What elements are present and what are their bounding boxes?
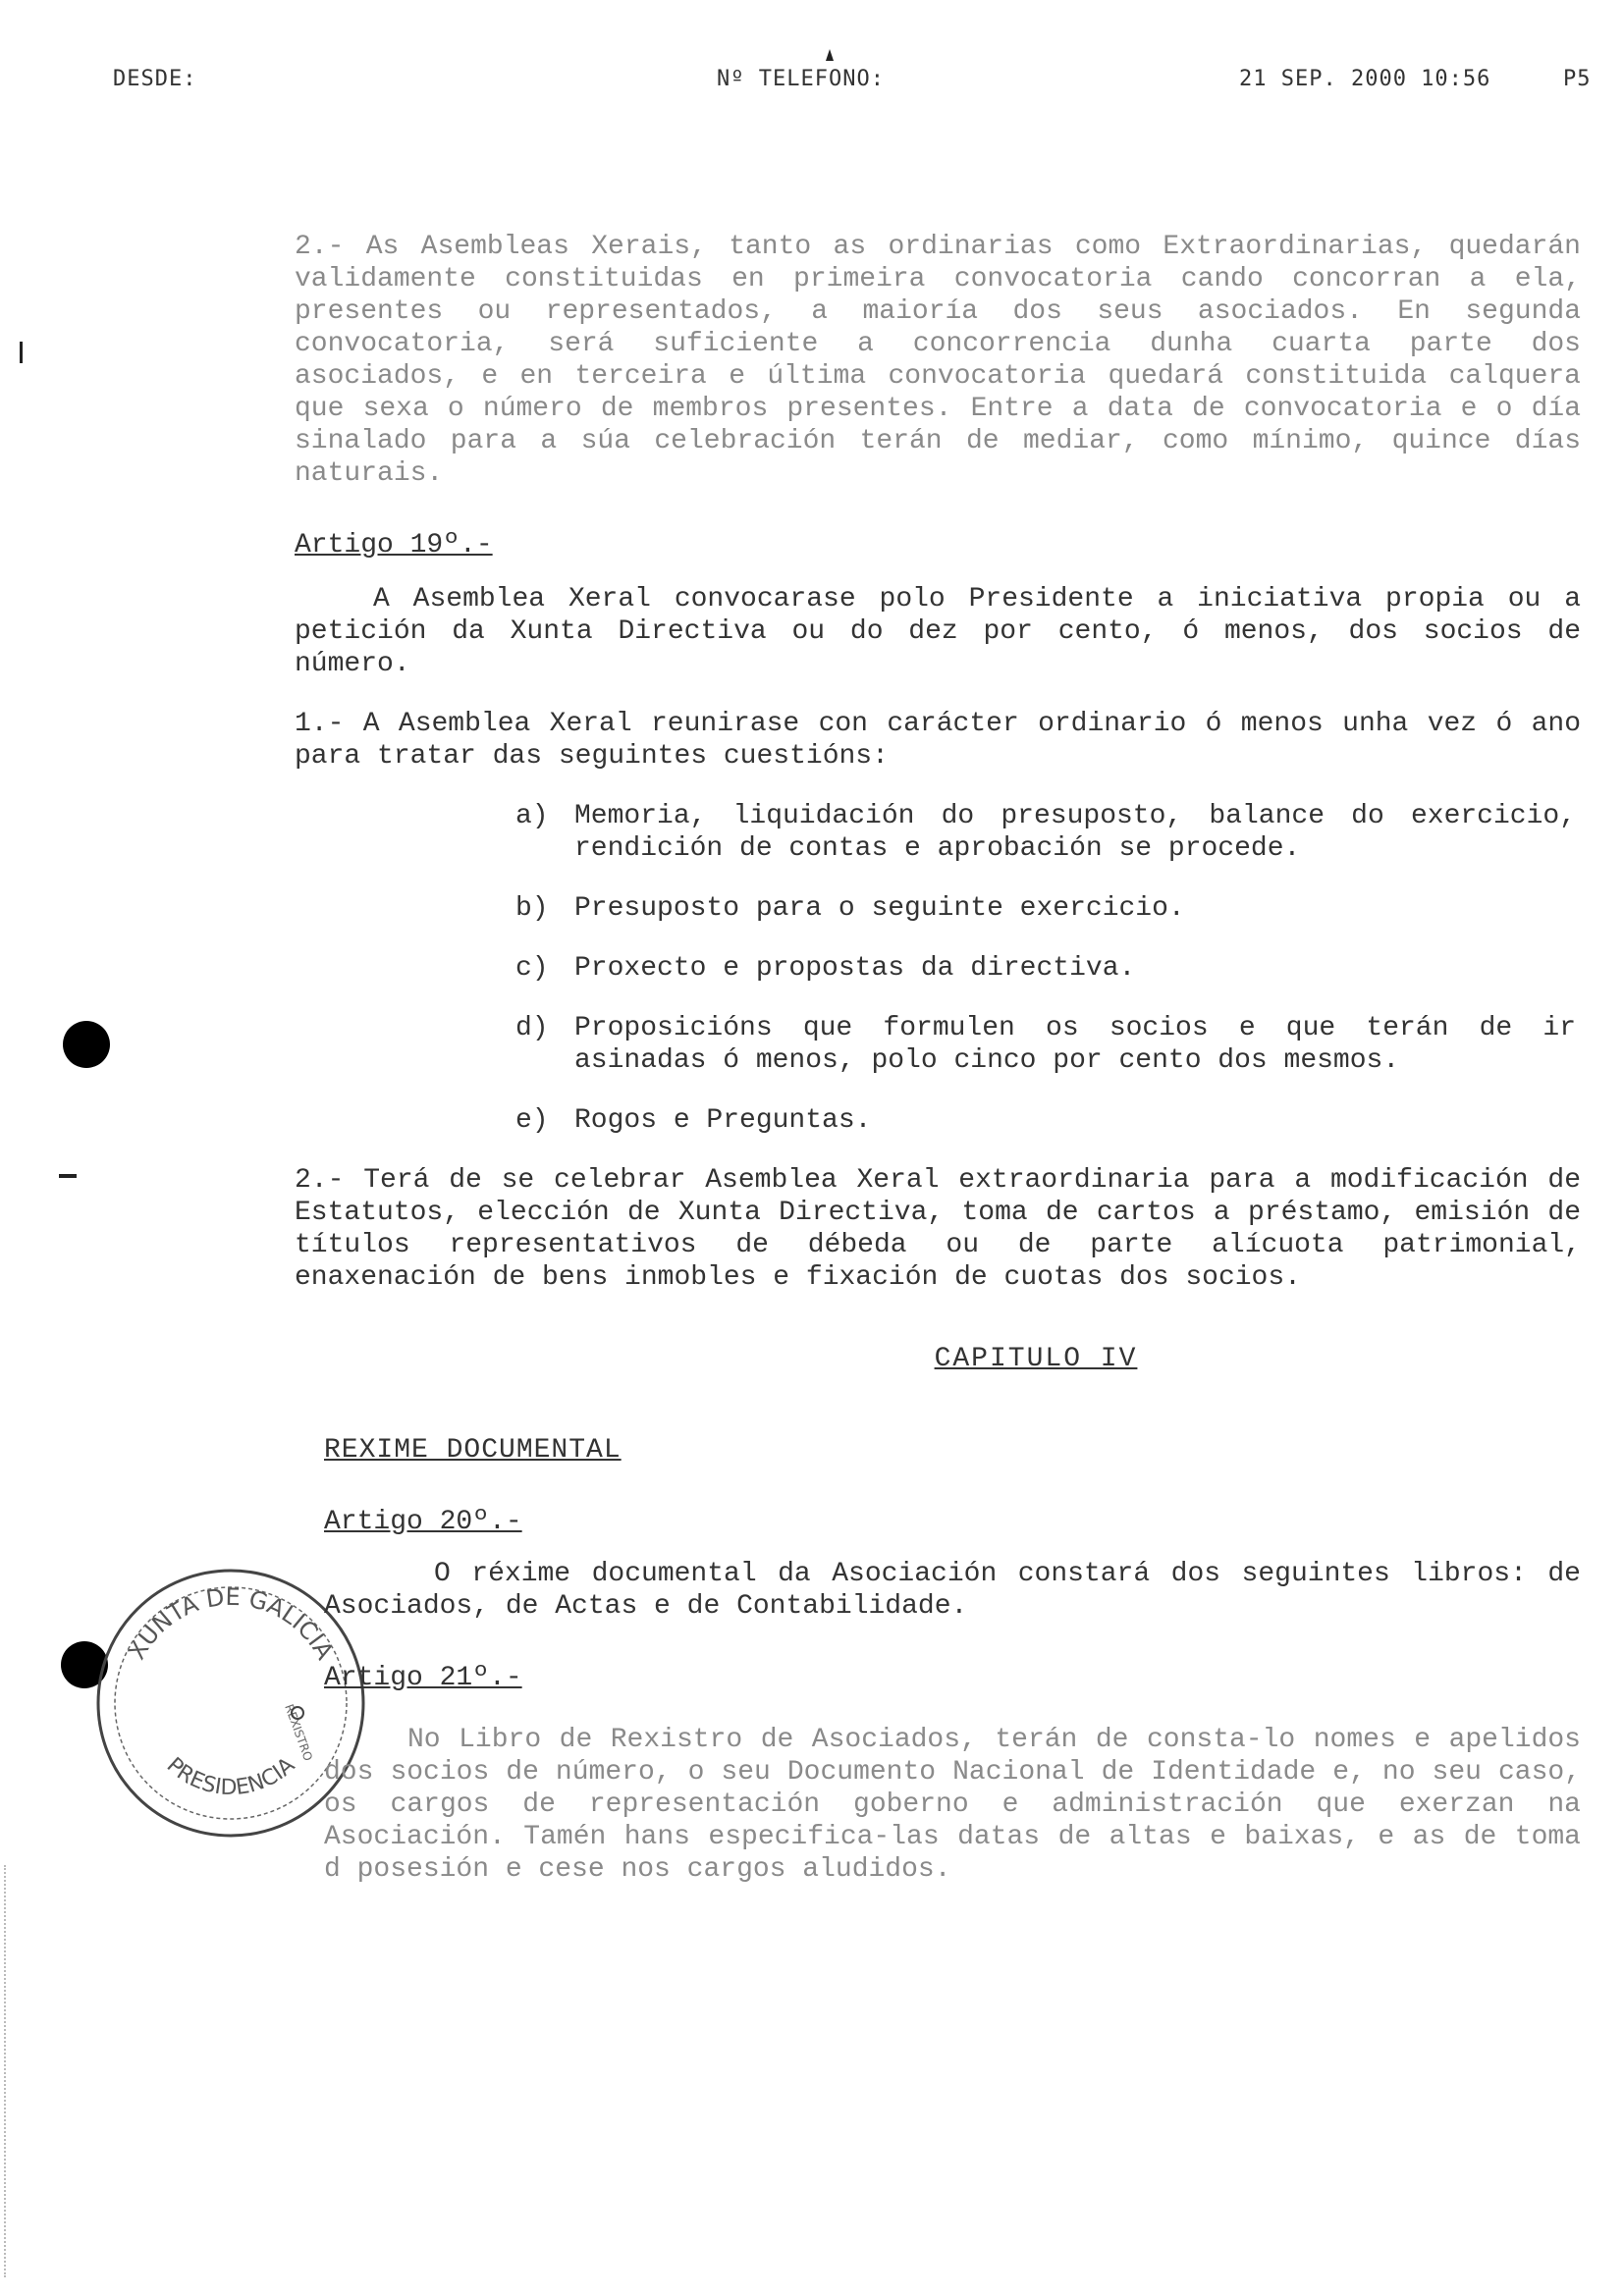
artigo-20-text: O réxime documental da Asociación constará dos seguintes libros: de Asociados, de Actas e de Contabilidade. [324,1559,1581,1622]
fax-from-label: DESDE: [113,67,197,91]
item-text: Proxecto e propostas da directiva. [574,953,1136,984]
item-label: a) [515,801,549,831]
artigo-20-heading: Artigo 20º.- [324,1507,522,1537]
artigo-21-text: No Libro de Rexistro de Asociados, terán de consta-lo nomes e apelidos dos socios de número, o seu Documento Nacional de Identidade e, no seu caso, os cargos de representación goberno e administración que exerzan na Asociación. Tamén hans especifica-las datas de altas e baixas, e as de toma d posesión e cese nos cargos aludidos. [324,1725,1581,1885]
stamp-top-text: XUNTA DE GALICIA [123,1582,339,1665]
document-body [295,231,1581,1886]
chapter-heading-wrap [295,1343,1581,1375]
item-label: d) [515,1013,549,1043]
caret-mark [826,49,834,61]
stamp-bottom-text: PRESIDENCIA [161,1752,300,1801]
list-item [515,892,1576,925]
item-label: e) [515,1105,549,1136]
chapter-heading: CAPITULO IV [934,1344,1138,1374]
item-text: Memoria, liquidación do presuposto, balance do exercicio, rendición de contas e aprobación se procede. [574,801,1576,864]
artigo-19-point-2: 2.- Terá de se celebrar Asemblea Xeral extraordinaria para a modificación de Estatutos, elección de Xunta Directiva, toma de cartos a préstamo, emisión de títulos representativos de débeda ou de parte alícuota patrimonial, enaxenación de bens inmobles e fixación de cuotas dos socios. [295,1165,1581,1293]
artigo-21-heading: Artigo 21º.- [324,1663,522,1693]
agenda-list [515,800,1576,1137]
item-text: Rogos e Preguntas. [574,1105,872,1136]
item-label: c) [515,953,549,984]
fax-phone-label: Nº TELEFONO: [717,67,885,91]
margin-arrow [59,1174,77,1178]
fax-header [0,67,1623,106]
item-text: Presuposto para o seguinte exercicio. [574,893,1185,924]
item-text: Proposicións que formulen os socios e que terán de ir asinadas ó menos, polo cinco por cento dos mesmos. [574,1013,1576,1076]
item-label: b) [515,893,549,924]
margin-mark [20,342,23,363]
punch-hole-top [63,1021,110,1068]
artigo-19-intro: A Asemblea Xeral convocarase polo Presidente a iniciativa propia ou a petición da Xunta Directiva ou do dez por cento, ó menos, dos socios de número. [295,584,1581,679]
list-item [515,1104,1576,1137]
list-item [515,952,1576,985]
artigo-19-point-1: 1.- A Asemblea Xeral reunirase con carácter ordinario ó menos unha vez ó ano para tratar das seguintes cuestións: [295,709,1581,772]
list-item [515,800,1576,865]
stamp-side-text: REXISTRO [282,1702,316,1763]
list-item [515,1012,1576,1077]
margin-scan-noise [4,1865,14,2277]
paragraph-2: 2.- As Asembleas Xerais, tanto as ordinarias como Extraordinarias, quedarán validamente constituidas en primeira convocatoria cando concorran a ela, presentes ou representados, a maioría dos seus asociados. En segunda convocatoria, será suficiente a concorrencia dunha cuarta parte dos asociados, e en terceira e última convocatoria quedará constituida calquera que sexa o número de membros presentes. Entre a data de convocatoria e o día sinalado para a súa celebración terán de mediar, como mínimo, quince días naturais. [295,232,1581,489]
fax-page-number: P5 [1563,67,1592,91]
regime-heading: REXIME DOCUMENTAL [324,1435,622,1466]
artigo-19-heading: Artigo 19º.- [295,530,493,561]
fax-datetime: 21 SEP. 2000 10:56 [1239,67,1491,91]
